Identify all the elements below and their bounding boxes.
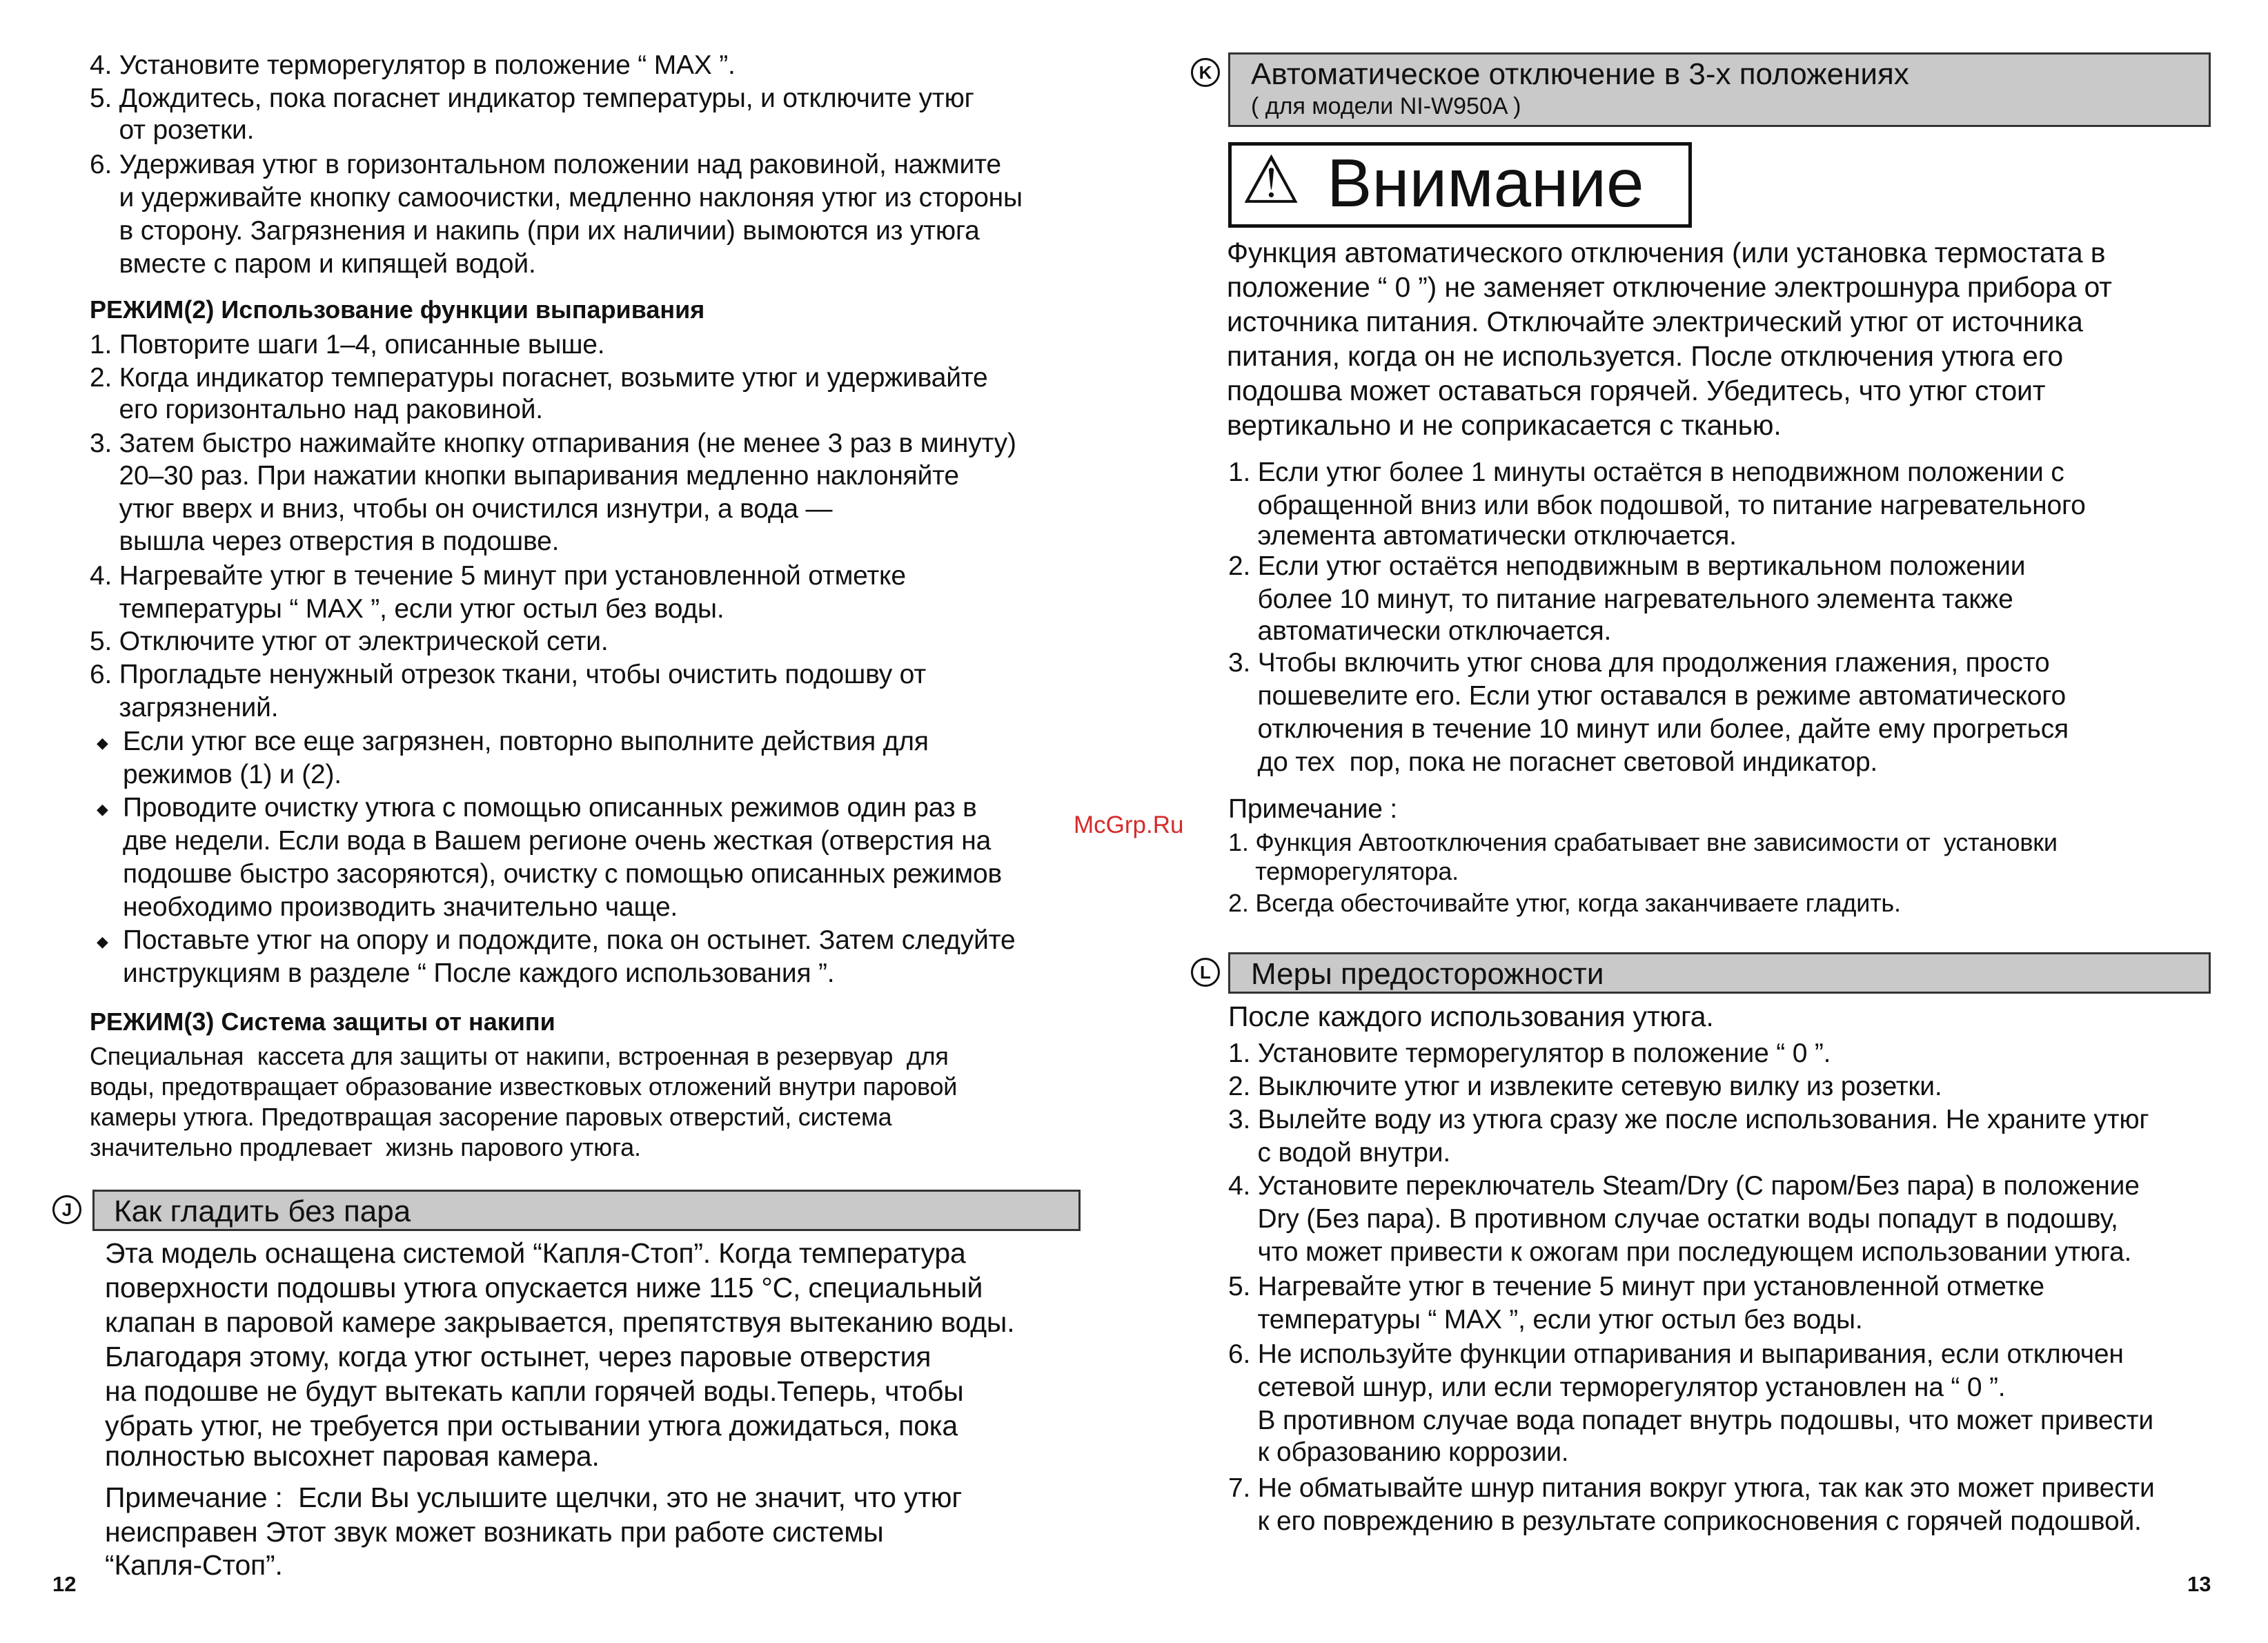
text-line: температуры “ MAX ”, если утюг остыл без воды. <box>1228 1305 1863 1335</box>
text-line: и удерживайте кнопку самоочистки, медленно наклоняя утюг из стороны <box>90 183 1023 213</box>
watermark-text: McGrp.Ru <box>1074 811 1184 838</box>
section-l-marker: L <box>1191 958 1220 987</box>
text-line: поверхности подошвы утюга опускается ниже 115 °C, специальный <box>105 1272 983 1303</box>
text-line: 5. Дождитесь, пока погаснет индикатор температуры, и отключите утюг <box>90 83 974 113</box>
section-j-marker: J <box>52 1195 81 1224</box>
note-title: Примечание : <box>1228 794 1398 824</box>
text-line: Благодаря этому, когда утюг остынет, через паровые отверстия <box>105 1341 931 1373</box>
text-line: что может привести к ожогам при последующем использовании утюга. <box>1228 1237 2132 1267</box>
text-line: 3. Вылейте воду из утюга сразу же после использования. Не храните утюг <box>1228 1105 2149 1134</box>
section-l-header <box>1228 952 2211 994</box>
text-line: 5. Нагревайте утюг в течение 5 минут при установленной отметке <box>1228 1272 2044 1301</box>
text-line: элемента автоматически отключается. <box>1228 521 1737 551</box>
note-line: 1. Функция Автоотключения срабатывает вне зависимости от установки <box>1228 828 2058 856</box>
text-line: 1. Если утюг более 1 минуты остаётся в неподвижном положении с <box>1228 458 2064 487</box>
text-line: 2. Если утюг остаётся неподвижным в вертикальном положении <box>1228 551 2026 581</box>
text-line: 6. Удерживая утюг в горизонтальном положении над раковиной, нажмите <box>90 150 1001 179</box>
text-line: 1. Установите терморегулятор в положение “ 0 ”. <box>1228 1039 1831 1068</box>
text-line: более 10 минут, то питание нагревательного элемента также <box>1228 584 2013 614</box>
text-line: 4. Нагревайте утюг в течение 5 минут при установленной отметке <box>90 561 906 591</box>
text-line: 7. Не обматывайте шнур питания вокруг утюга, так как это может привести <box>1228 1473 2155 1503</box>
bullet-icon: ◆ <box>97 734 108 751</box>
text-line: Проводите очистку утюга с помощью описанных режимов один раз в <box>123 793 977 823</box>
text-line: утюг вверх и вниз, чтобы он очистился изнутри, а вода — <box>90 494 833 524</box>
text-line: 4. Установите переключатель Steam/Dry (С паром/Без пара) в положение <box>1228 1171 2140 1201</box>
text-line: вертикально и не соприкасается с тканью. <box>1227 409 1782 441</box>
text-line: две недели. Если вода в Вашем регионе очень жесткая (отверстия на <box>123 826 992 856</box>
text-line: клапан в паровой камере закрывается, препятствуя вытеканию воды. <box>105 1306 1015 1338</box>
text-line: 20–30 раз. При нажатии кнопки выпаривания медленно наклоняйте <box>90 461 959 491</box>
section-j-title: Как гладить без пара <box>114 1194 411 1228</box>
text-line: питания, когда он не используется. После отключения утюга его <box>1227 340 2064 372</box>
note-line: терморегулятора. <box>1228 857 1459 885</box>
text-line: Эта модель оснащена системой “Капля-Стоп”. Когда температура <box>105 1237 966 1269</box>
text-line: Dry (Без пара). В противном случае остатки воды попадут в подошву, <box>1228 1204 2118 1234</box>
text-line: инструкциям в разделе “ После каждого использования ”. <box>123 958 835 988</box>
text-line: вышла через отверстия в подошве. <box>90 527 560 556</box>
text-line: к его повреждению в результате соприкосновения с горячей подошвой. <box>1228 1506 2142 1536</box>
text-line: 4. Установите терморегулятор в положение “ MAX ”. <box>90 50 736 80</box>
section-k-subtitle: ( для модели NI-W950A ) <box>1251 93 1521 119</box>
page-number: 13 <box>2187 1572 2211 1596</box>
text-line: его горизонтально над раковиной. <box>90 395 543 424</box>
text-line: Если утюг все еще загрязнен, повторно выполните действия для <box>123 727 929 756</box>
text-line: Функция автоматического отключения (или установка термостата в <box>1227 237 2106 268</box>
text-line: 3. Чтобы включить утюг снова для продолжения глажения, просто <box>1228 648 2050 678</box>
text-line: 6. Не используйте функции отпаривания и выпаривания, если отключен <box>1228 1339 2124 1369</box>
text-line: После каждого использования утюга. <box>1228 1001 1714 1032</box>
warning-label: Внимание <box>1327 145 1644 221</box>
text-line: положение “ 0 ”) не заменяет отключение электрошнура прибора от <box>1227 271 2112 303</box>
text-line: 2. Когда индикатор температуры погаснет, возьмите утюг и удерживайте <box>90 363 988 393</box>
warning-box <box>1228 142 1692 228</box>
text-line: 2. Выключите утюг и извлеките сетевую вилку из розетки. <box>1228 1072 1942 1101</box>
text-line: к образованию коррозии. <box>1228 1437 1569 1467</box>
note-line: Примечание : Если Вы услышите щелчки, это не значит, что утюг <box>105 1482 963 1513</box>
text-line: убрать утюг, не требуется при остывании утюга дожидаться, пока <box>105 1410 958 1442</box>
text-line: В противном случае вода попадет внутрь подошвы, что может привести <box>1228 1406 2154 1435</box>
section-k-marker: K <box>1191 58 1220 87</box>
text-line: 5. Отключите утюг от электрической сети. <box>90 627 609 656</box>
text-line: воды, предотвращает образование известковых отложений внутри паровой <box>90 1072 958 1101</box>
text-line: 3. Затем быстро нажимайте кнопку отпаривания (не менее 3 раз в минуту) <box>90 429 1016 458</box>
text-line: Специальная кассета для защиты от накипи, встроенная в резервуар для <box>90 1042 949 1070</box>
text-line: 1. Повторите шаги 1–4, описанные выше. <box>90 330 605 360</box>
text-line: источника питания. Отключайте электрический утюг от источника <box>1227 306 2083 337</box>
note-line: неисправен Этот звук может возникать при работе системы <box>105 1516 884 1548</box>
text-line: значительно продлевает жизнь парового утюга. <box>90 1133 641 1161</box>
text-line: в сторону. Загрязнения и накипь (при их наличии) вымоются из утюга <box>90 216 980 246</box>
text-line: обращенной вниз или вбок подошвой, то питание нагревательного <box>1228 491 2086 520</box>
text-line: вместе с паром и кипящей водой. <box>90 249 536 279</box>
text-line: температуры “ MAX ”, если утюг остыл без воды. <box>90 594 724 624</box>
mode2-heading: РЕЖИМ(2) Использование функции выпаривания <box>90 295 705 324</box>
text-line: с водой внутри. <box>1228 1138 1450 1168</box>
text-line: отключения в течение 10 минут или более, дайте ему прогреться <box>1228 714 2069 744</box>
bullet-icon: ◆ <box>97 933 108 950</box>
text-line: режимов (1) и (2). <box>123 760 342 789</box>
text-line: загрязнений. <box>90 693 279 722</box>
text-line: камеры утюга. Предотвращая засорение паровых отверстий, система <box>90 1103 892 1131</box>
text-line: пошевелите его. Если утюг оставался в режиме автоматического <box>1228 681 2066 711</box>
note-line: “Капля-Стоп”. <box>105 1549 283 1581</box>
text-line: на подошве не будут вытекать капли горячей воды.Теперь, чтобы <box>105 1375 964 1407</box>
mode3-heading: РЕЖИМ(3) Система защиты от накипи <box>90 1007 555 1036</box>
text-line: до тех пор, пока не погаснет световой индикатор. <box>1228 747 1878 777</box>
text-line: автоматически отключается. <box>1228 616 1612 646</box>
section-j-header <box>92 1190 1081 1231</box>
page-number: 12 <box>52 1572 77 1596</box>
text-line: необходимо производить значительно чаще. <box>123 892 678 922</box>
bullet-icon: ◆ <box>97 800 108 818</box>
note-line: 2. Всегда обесточивайте утюг, когда заканчиваете гладить. <box>1228 889 1901 917</box>
text-line: 6. Прогладьте ненужный отрезок ткани, чтобы очистить подошву от <box>90 660 926 689</box>
section-k-title: Автоматическое отключение в 3-х положениях <box>1251 57 1909 91</box>
text-line: от розетки. <box>90 115 255 145</box>
section-l-title: Меры предосторожности <box>1251 957 1604 991</box>
text-line: подошва может оставаться горячей. Убедитесь, что утюг стоит <box>1227 375 2046 406</box>
text-line: Поставьте утюг на опору и подождите, пока он остынет. Затем следуйте <box>123 925 1016 955</box>
section-k-header <box>1228 52 2211 127</box>
text-line: подошве быстро засоряются), очистку с помощью описанных режимов <box>123 859 1003 889</box>
text-line: полностью высохнет паровая камера. <box>105 1440 600 1472</box>
warning-icon: ⚠ <box>1241 144 1301 217</box>
text-line: сетевой шнур, или если терморегулятор установлен на “ 0 ”. <box>1228 1373 2006 1402</box>
